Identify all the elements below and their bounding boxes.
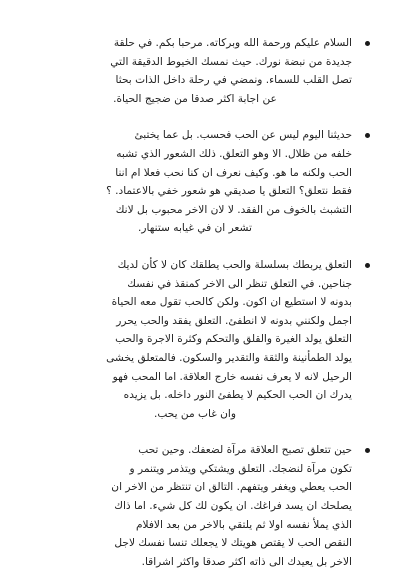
paragraph-line: جناحين. في التعلق تنظر الى الاخر كمنقذ في نفسك (127, 277, 352, 290)
paragraph-line: الذي يملأ نفسه اولا ثم يلتقي بالاخر من بعد الافلام (135, 518, 352, 531)
paragraph-line: السلام عليكم ورحمة الله وبركاته. مرحبا بكم. في حلقة (113, 37, 352, 49)
paragraph-line: يولد الطمأنينة والثقة والتقدير والسكون. فالمتعلق يخشى (106, 351, 352, 364)
paragraph-line: حديثنا اليوم ليس عن الحب فحسب. بل عما يختبئ (134, 129, 352, 142)
paragraph-line: التعلق يربطك بسلسلة والحب يطلقك كان لا كأن لديك (117, 258, 352, 271)
paragraph-line: اجمل ولكنني بدونه لا انطفئ. التعلق يفقد والحب يحرر (116, 314, 352, 327)
bullet-dot-icon (365, 263, 370, 268)
paragraph-line: جديدة من نبضة نورك. حيث نمسك الخيوط الدقيقة التي (110, 55, 352, 68)
paragraph-line: الاخر بل يعيدك الى ذاته اكثر صدقا واكثر اشراقا. (141, 555, 352, 568)
paragraph-line: الرحيل لانه لا يعرف نفسه خارج العلاقة. اما المحب فهو (112, 370, 352, 383)
paragraph-line: التشبث بالخوف من الفقد. لا لان الاخر محبوب بل لانك (115, 203, 352, 216)
paragraph-line: وان غاب من يحب. (154, 407, 236, 420)
paragraph-line: التعلق يولد الغيرة والقلق والتحكم وكثرة الاجرة والحب (115, 333, 352, 346)
bullet-dot-icon (365, 448, 370, 453)
paragraph-line: بدونه لا استطيع ان اكون. ولكن كالحب تقول معه الحياة (111, 296, 352, 309)
bullet-list (38, 34, 378, 571)
paragraph-line: عن اجابة اكثر صدقا من ضجيج الحياة. (113, 92, 277, 105)
paragraph-line: النقص الحب لا يقتص هويتك لا يجعلك تنسا نفسك لاجل (114, 537, 352, 550)
paragraph-line: تصل القلب للسماء. ونمضي في رحلة داخل الذات بحثا (115, 74, 352, 87)
bullet-paragraph (38, 126, 378, 238)
paragraph-line: خلفه من ظلال. الا وهو التعلق. ذلك الشعور الذي تشبه (116, 147, 352, 160)
paragraph-line: يدرك ان الحب الحكيم لا يطفئ النور داخله. بل يزيده (123, 389, 352, 402)
paragraph-line: الحب ولكنه ما هو. وكيف نعرف ان كنا نحب فعلا ام اننا (115, 166, 352, 179)
bullet-dot-icon (365, 133, 370, 138)
bullet-paragraph (38, 441, 378, 571)
paragraph-line: حين تتعلق تصبح العلاقة مرآة لضعفك. وحين تحب (138, 444, 352, 457)
bullet-paragraph (38, 34, 378, 108)
paragraph-line: يصلحك ان يسد فراغك. ان يكون لك كل شيء. اما ذاك (114, 500, 352, 513)
bullet-paragraph (38, 256, 378, 423)
bullet-dot-icon (365, 41, 370, 46)
paragraph-line: الحب يعطي ويغفر ويتفهم. التالق ان تنتظر من الاخر ان (111, 481, 352, 494)
paragraph-line: فقط نتعلق؟ التعلق يا صديقي هو شعور خفي بالاعتماد. ؟ (106, 185, 352, 198)
paragraph-line: تكون مرآة لنضجك. التعلق ويشتكي ويتذمر ويتنمر و (129, 462, 352, 475)
paragraph-line: تشعر ان في غيابه ستنهار. (138, 222, 252, 235)
